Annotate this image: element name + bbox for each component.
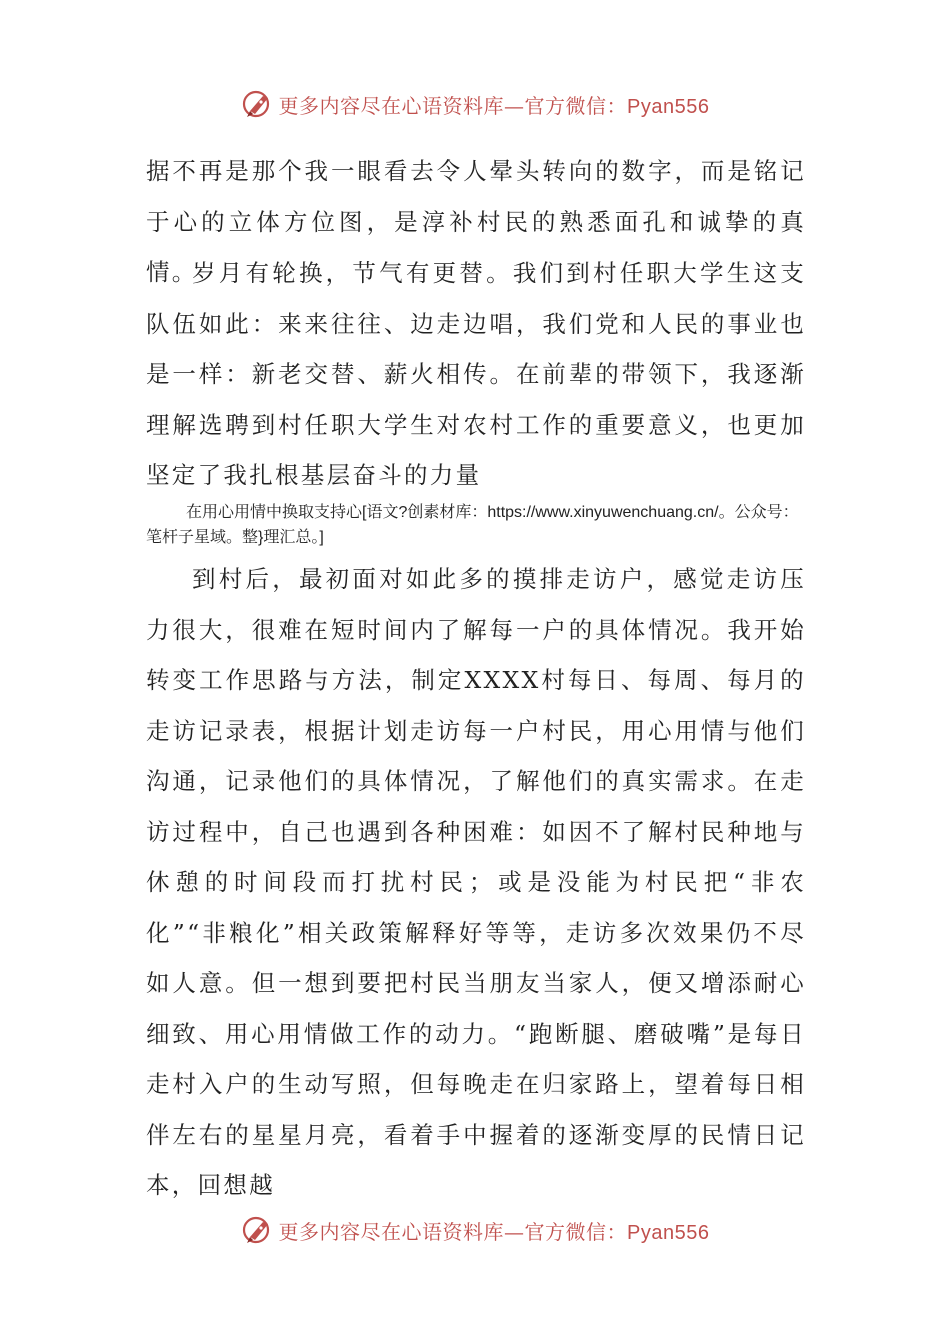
footer-banner-text: 更多内容尽在心语资料库—官方微信：Pyan556 — [278, 1219, 710, 1244]
pen-nib-logo-icon — [241, 87, 275, 121]
section-heading-note: 在用心用情中换取支持心[语文?创素材库：https://www.xinyuwenchuang.cn/。公众号：笔杆子星域。整}理汇总。] — [146, 504, 799, 546]
footer-banner — [0, 1210, 950, 1250]
paragraph-continued: 据不再是那个我一眼看去令人晕头转向的数字，而是铭记于心的立体方位图，是淳补村民的熟悉面孔和诚挚的真情。 — [146, 157, 806, 286]
header-banner — [0, 84, 950, 124]
paragraph-seasons: 岁月有轮换，节气有更替。我们到村任职大学生这支队伍如此：来来往往、边走边唱，我们党和人民的事业也是一样：新老交替、薪火相传。在前辈的带领下，我逐渐理解选聘到村任职大学生对农村工作的重要意义，也更加坚定了我扎根基层奋斗的力量 — [146, 259, 806, 489]
pen-nib-logo-icon — [241, 1213, 275, 1247]
paragraph-village-visits: 到村后，最初面对如此多的摸排走访户，感觉走访压力很大，很难在短时间内了解每一户的具体情况。我开始转变工作思路与方法，制定XXXX村每日、每周、每月的走访记录表，根据计划走访每一户村民，用心用情与他们沟通，记录他们的具体情况，了解他们的真实需求。在走访过程中，自己也遇到各种困难：如因不了解村民种地与休憩的时间段而打扰村民；或是没能为村民把“非农化”“非粮化”相关政策解释好等等，走访多次效果仍不尽如人意。但一想到要把村民当朋友当家人，便又增添耐心细致、用心用情做工作的动力。“跑断腿、磨破嘴”是每日走村入户的生动写照，但每晚走在归家路上，望着每日相伴左右的星星月亮，看着手中握着的逐渐变厚的民情日记本，回想越 — [146, 565, 806, 1199]
footer-wechat-id: Pyan556 — [627, 1221, 710, 1244]
header-wechat-id: Pyan556 — [627, 95, 710, 118]
header-banner-text: 更多内容尽在心语资料库—官方微信：Pyan556 — [278, 93, 710, 118]
